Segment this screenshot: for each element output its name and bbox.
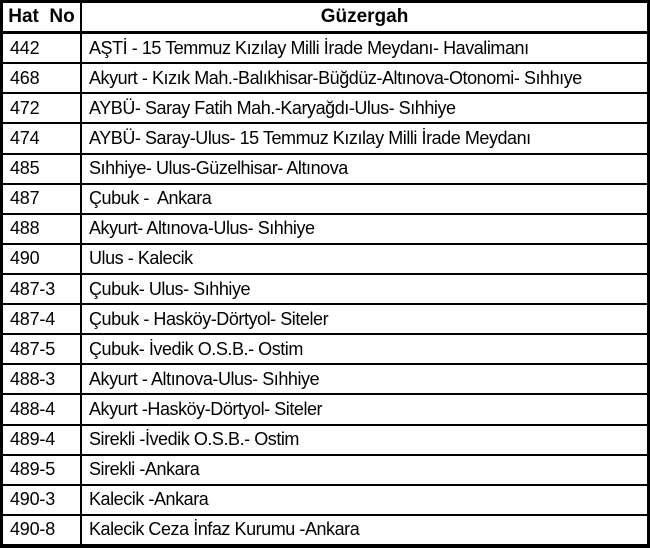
table-row: [3, 275, 647, 305]
route-cell: Kalecik -Ankara: [89, 489, 209, 510]
table-row: [3, 335, 647, 365]
table-row: [3, 155, 647, 185]
route-cell: AYBÜ- Saray-Ulus- 15 Temmuz Kızılay Milli İrade Meydanı: [89, 127, 531, 148]
route-cell: Sıhhiye- Ulus-Güzelhisar- Altınova: [89, 158, 348, 179]
hat-no-cell: 474: [3, 124, 82, 152]
route-cell: Akyurt - Altınova-Ulus- Sıhhiye: [89, 368, 320, 389]
table-row: [3, 365, 647, 395]
table-row: [3, 305, 647, 335]
table-row: [3, 34, 647, 64]
route-cell: Çubuk- İvedik O.S.B.- Ostim: [89, 338, 303, 359]
hat-no-cell: 488-3: [3, 365, 82, 393]
hat-no-cell: 468: [3, 64, 82, 92]
table-row: [3, 245, 647, 275]
route-cell: Akyurt - Kızık Mah.-Balıkhisar-Büğdüz-Altınova-Otonomi- Sıhhıye: [89, 67, 582, 88]
table-row: [3, 94, 647, 124]
table-header-row: [3, 3, 647, 34]
table-row: [3, 395, 647, 425]
hat-no-cell: 485: [3, 155, 82, 183]
hat-no-cell: 487-4: [3, 305, 82, 333]
hat-no-cell: 489-5: [3, 456, 82, 484]
route-cell: AYBÜ- Saray Fatih Mah.-Karyağdı-Ulus- Sıhhiye: [89, 97, 456, 118]
table-row: [3, 215, 647, 245]
hat-no-cell: 490: [3, 245, 82, 273]
hat-no-cell: 489-4: [3, 426, 82, 454]
route-cell: Kalecik Ceza İnfaz Kurumu -Ankara: [89, 519, 360, 540]
route-cell: Akyurt -Hasköy-Dörtyol- Siteler: [89, 398, 323, 419]
table-row: [3, 124, 647, 154]
table-row: [3, 185, 647, 215]
route-cell: Çubuk - Ankara: [89, 188, 212, 209]
route-cell: Çubuk - Hasköy-Dörtyol- Siteler: [89, 308, 329, 329]
hat-no-cell: 472: [3, 94, 82, 122]
column-header-guzergah: Güzergah: [320, 6, 409, 28]
route-cell: Akyurt- Altınova-Ulus- Sıhhiye: [89, 218, 315, 239]
hat-no-cell: 490-3: [3, 486, 82, 514]
table-row: [3, 456, 647, 486]
route-cell: AŞTİ - 15 Temmuz Kızılay Milli İrade Meydanı- Havalimanı: [89, 37, 529, 58]
hat-no-cell: 487-5: [3, 335, 82, 363]
hat-no-cell: 442: [3, 34, 82, 62]
table-row: [3, 64, 647, 94]
table-row: [3, 486, 647, 516]
table-row: [3, 516, 647, 544]
route-cell: Sirekli -Ankara: [89, 459, 200, 480]
hat-no-cell: 488: [3, 215, 82, 243]
route-cell: Sirekli -İvedik O.S.B.- Ostim: [89, 429, 299, 450]
route-cell: Ulus - Kalecik: [89, 248, 193, 269]
hat-no-cell: 488-4: [3, 395, 82, 423]
hat-no-cell: 490-8: [3, 516, 82, 544]
table-row: [3, 426, 647, 456]
hat-no-cell: 487: [3, 185, 82, 213]
route-cell: Çubuk- Ulus- Sıhhiye: [89, 278, 251, 299]
column-header-hat-no: Hat No: [3, 3, 82, 31]
hat-no-cell: 487-3: [3, 275, 82, 303]
